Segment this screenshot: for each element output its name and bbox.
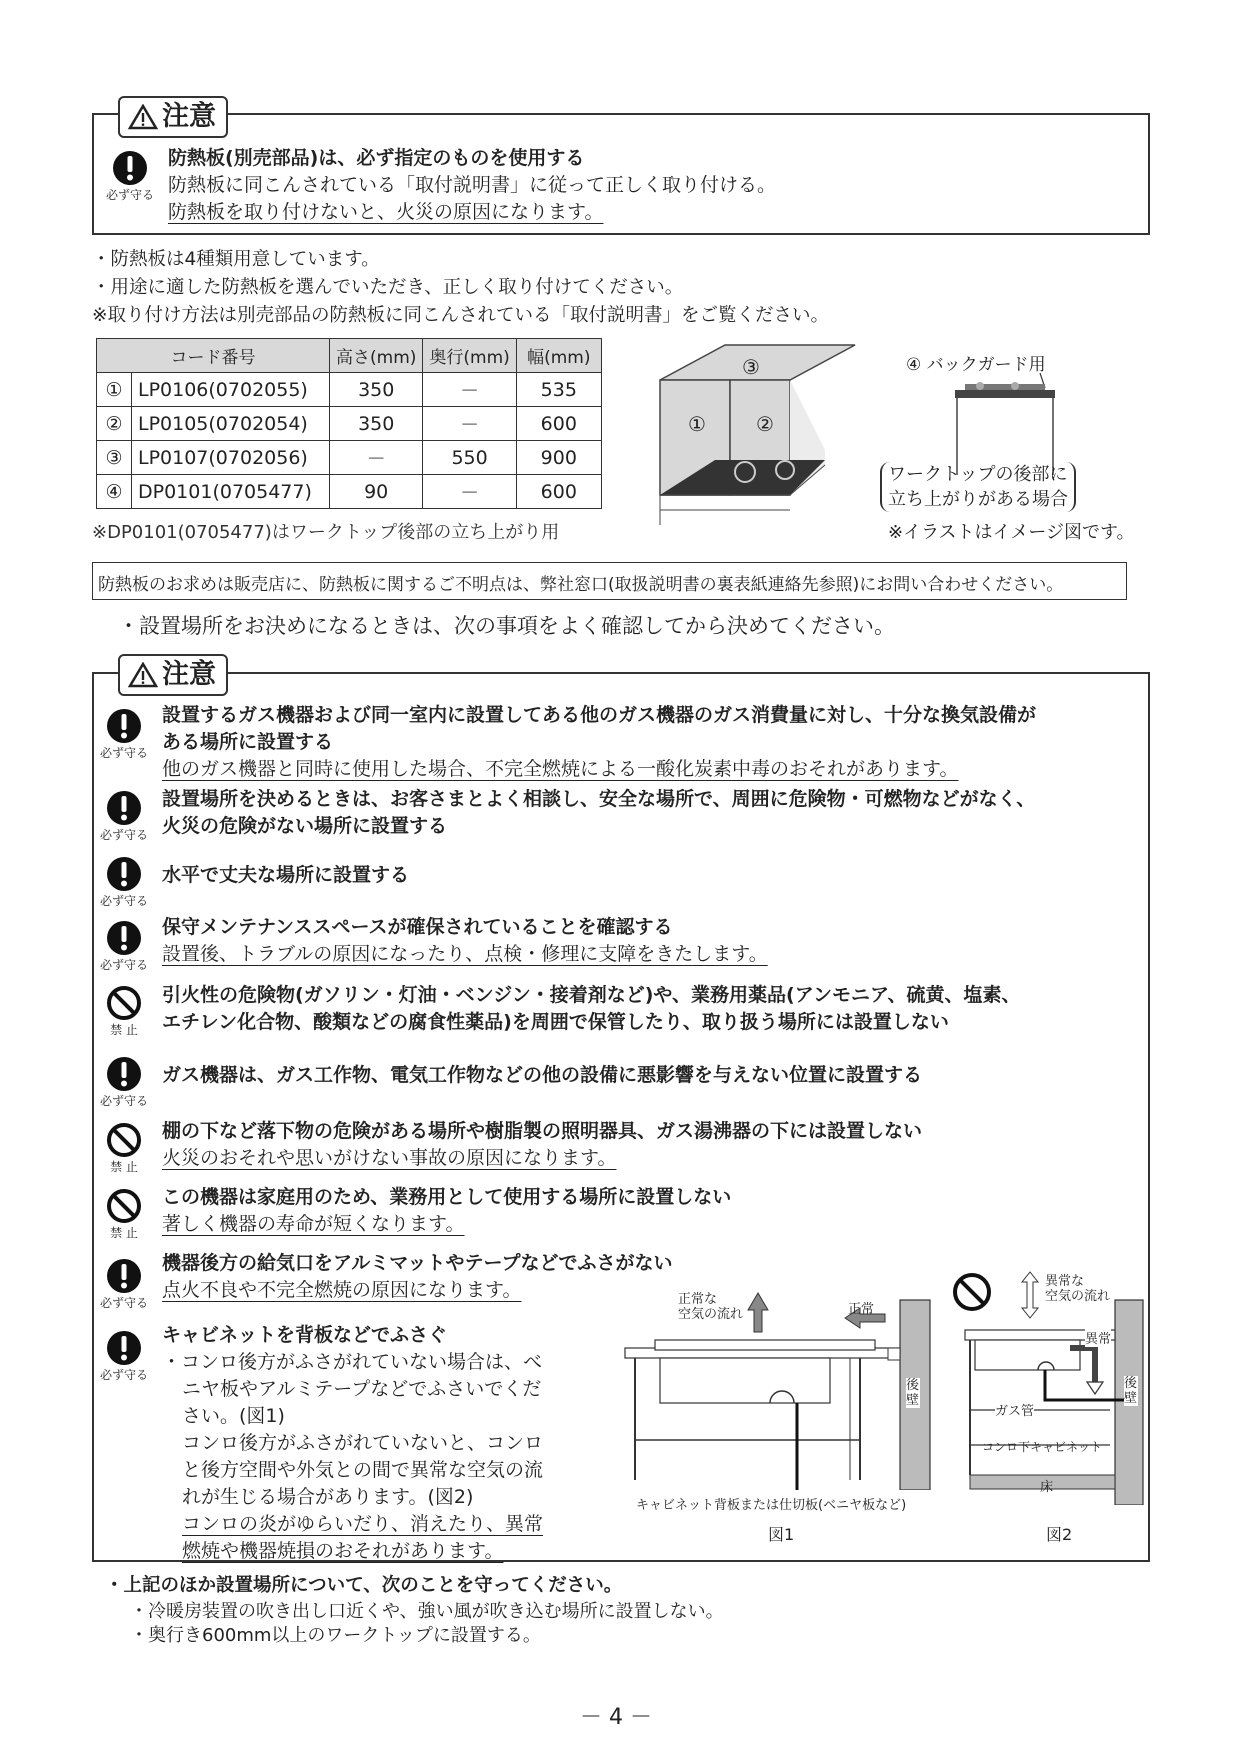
caution-item: 引火性の危険物(ガソリン・灯油・ベンジン・接着剤など)や、業務用薬品(アンモニア、硫黄、塩素、 エチレン化合物、酸類などの腐食性薬品)を周囲で保管したり、取り扱う場所には設置しない xyxy=(162,984,1021,1033)
caution1-line1: 防熱板に同こんされている「取付説明書」に従って正しく取り付ける。 xyxy=(168,174,777,196)
exclamation-icon xyxy=(106,708,142,744)
must-icon: 必ず守る xyxy=(94,1056,154,1108)
fig2-abnormal: 異常 xyxy=(1085,1328,1111,1347)
caution-item: 設置場所を決めるときは、お客さまとよく相談し、安全な場所で、周囲に危険物・可燃物などがなく、 火災の危険がない場所に設置する xyxy=(162,788,1036,837)
table-row: ② LP0105(0702054) 350 － 600 xyxy=(97,407,602,441)
caution1-text xyxy=(168,145,1128,226)
contact-text: 防熱板のお求めは販売店に、防熱板に関するご不明点は、弊社窓口(取扱説明書の裏表紙連絡先参照)にお問い合わせください。 xyxy=(98,575,1064,595)
table-row: ③ LP0107(0702056) － 550 900 xyxy=(97,441,602,475)
table-note: ※DP0101(0705477)はワークトップ後部の立ち上がり用 xyxy=(92,522,560,543)
must-icon: 必ず守る xyxy=(94,920,154,972)
caution-item: 機器後方の給気口をアルミマットやテープなどでふさがない 点火不良や不完全燃焼の原因になります。 xyxy=(162,1252,673,1301)
illust-note: ※イラストはイメージ図です。 xyxy=(888,522,1135,543)
fig1-cabinet-label: キャビネット背板または仕切板(ベニヤ板など) xyxy=(636,1498,907,1513)
prohibit-icon: 禁 止 xyxy=(94,985,154,1037)
caution-title: 注意 xyxy=(162,659,216,690)
intro-text: ・防熱板は4種類用意しています。 ・用途に適した防熱板を選んでいただき、正しく取り付けてください。 ※取り付け方法は別売部品の防熱板に同こんされている「取付説明書」をご覧ください。 xyxy=(92,249,830,326)
exclamation-icon xyxy=(106,920,142,956)
footer-text: ・上記のほか設置場所について、次のことを守ってください。 ・冷暖房装置の吹き出し口近くや、強い風が吹き込む場所に設置しない。 ・奥行き600mm以上のワークトップに設置する。 xyxy=(105,1575,724,1646)
fig1-wall: 後壁 xyxy=(906,1378,920,1408)
warning-icon xyxy=(128,104,158,130)
exclamation-icon xyxy=(106,790,142,826)
figure-2 xyxy=(950,1270,1145,1505)
caution1-heading: 防熱板(別売部品)は、必ず指定のものを使用する xyxy=(168,147,585,169)
fig2-gas-pipe: ガス管 xyxy=(995,1400,1034,1419)
caution-title: 注意 xyxy=(162,101,216,132)
caution-item: 水平で丈夫な場所に設置する xyxy=(162,864,410,886)
table-header-row: コード番号 高さ(mm) 奥行(mm) 幅(mm) xyxy=(97,339,602,373)
fig2-floor: 床 xyxy=(1040,1480,1054,1495)
fig2-cabinet: コンロ下キャビネット xyxy=(982,1440,1103,1454)
figure-1 xyxy=(620,1290,940,1490)
fig1-normal-air: 正常な 空気の流れ xyxy=(678,1292,744,1322)
table-row: ① LP0106(0702055) 350 － 535 xyxy=(97,373,602,407)
exclamation-icon xyxy=(106,856,142,892)
backguard-bubble: ワークトップの後部に 立ち上がりがある場合 xyxy=(880,462,1076,512)
must-icon: 必ず守る xyxy=(94,790,154,842)
fig2-wall: 後壁 xyxy=(1124,1376,1138,1406)
table-row: ④ DP0101(0705477) 90 － 600 xyxy=(97,475,602,509)
must-icon: 必ず守る xyxy=(94,1258,154,1310)
caution-item: この機器は家庭用のため、業務用として使用する場所に設置しない 著しく機器の寿命が短くなります。 xyxy=(162,1186,732,1235)
prohibited-icon xyxy=(106,1122,142,1158)
fig1-caption: 図1 xyxy=(768,1525,795,1544)
warning-icon xyxy=(128,662,158,688)
exclamation-icon xyxy=(112,150,148,186)
caution-item: 設置するガス機器および同一室内に設置してある他のガス機器のガス消費量に対し、十分な換気設備が ある場所に設置する 他のガス機器と同時に使用した場合、不完全燃焼による一酸化炭素中毒のおそれがあります。 xyxy=(162,704,1037,780)
backguard-label: ④ バックガード用 xyxy=(906,355,1046,375)
page-number: － 4 － xyxy=(580,1705,652,1730)
prohibited-icon xyxy=(106,1188,142,1224)
fig1-normal: 正常 xyxy=(848,1302,875,1317)
must-icon: 必ず守る xyxy=(100,150,160,202)
prohibited-icon xyxy=(106,985,142,1021)
illust-num-2: ② xyxy=(756,412,774,436)
caution-item: 棚の下など落下物の危険がある場所や樹脂製の照明器具、ガス湯沸器の下には設置しない 火災のおそれや思いがけない事故の原因になります。 xyxy=(162,1120,923,1169)
prohibit-icon: 禁 止 xyxy=(94,1188,154,1240)
fig2-abnormal-air: 異常な 空気の流れ xyxy=(1045,1274,1111,1304)
exclamation-icon xyxy=(106,1330,142,1366)
caution-item: 保守メンテナンススペースが確保されていることを確認する 設置後、トラブルの原因になったり、点検・修理に支障をきたします。 xyxy=(162,916,768,965)
must-icon: 必ず守る xyxy=(94,708,154,760)
caution-item: キャビネットを背板などでふさぐ ・コンロ後方がふさがれていない場合は、べ ニヤ板やアルミテープなどでふさいでくだ さい。(図1) コンロ後方がふさがれていないと、コンロ と後方空間や外気との間で異常な空気の流 れが生じる場合があります。(図2) コンロの炎がゆらいだり、消えたり、異常 燃焼や機器焼損のおそれがあります。 xyxy=(162,1324,544,1562)
heat-shield-table xyxy=(96,338,602,509)
illust-num-3: ③ xyxy=(742,355,760,379)
prohibit-icon: 禁 止 xyxy=(94,1122,154,1174)
exclamation-icon xyxy=(106,1056,142,1092)
illust-num-1: ① xyxy=(688,412,706,436)
must-icon: 必ず守る xyxy=(94,1330,154,1382)
must-icon: 必ず守る xyxy=(94,856,154,908)
fig2-caption: 図2 xyxy=(1046,1525,1073,1544)
caution-tag-2 xyxy=(118,654,228,696)
caution1-line2: 防熱板を取り付けないと、火災の原因になります。 xyxy=(168,201,604,223)
caution-item: ガス機器は、ガス工作物、電気工作物などの他の設備に悪影響を与えない位置に設置する xyxy=(162,1064,923,1086)
install-intro: ・設置場所をお決めになるときは、次の事項をよく確認してから決めてください。 xyxy=(118,614,895,638)
caution-tag-1 xyxy=(118,96,228,138)
exclamation-icon xyxy=(106,1258,142,1294)
